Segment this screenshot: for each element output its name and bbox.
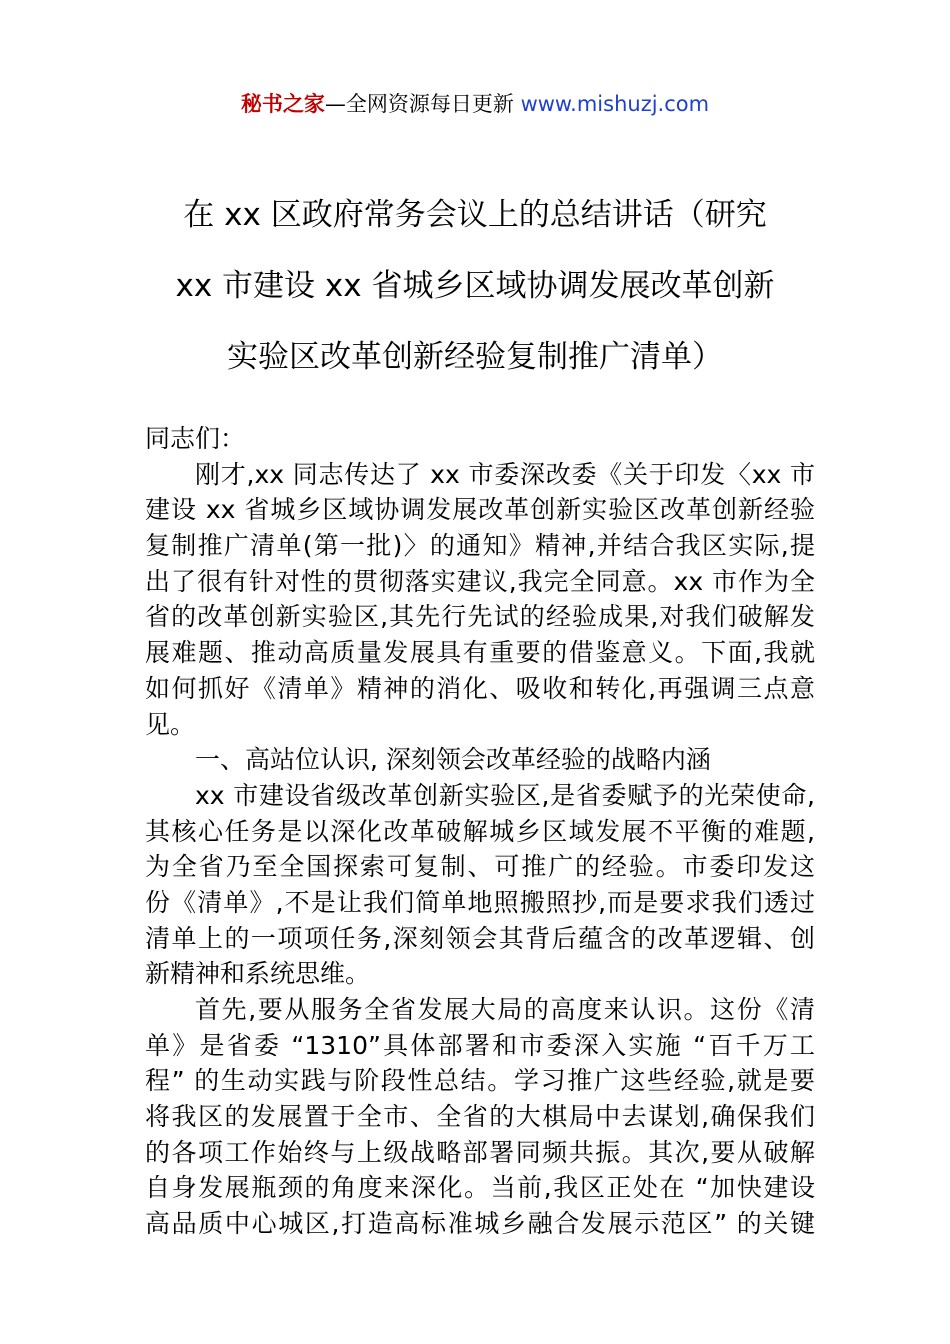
body-line: 省的改革创新实验区,其先行先试的经验成果,对我们破解发 (145, 602, 815, 632)
body-line: 见。 (145, 709, 196, 739)
body-line: 清单上的一项项任务,深刻领会其背后蕴含的改革逻辑、创 (145, 923, 815, 953)
title-line: xx 市建设 xx 省城乡区域协调发展改革创新 (175, 268, 775, 304)
body-line: 新精神和系统思维。 (145, 959, 371, 989)
body-line: 建设 xx 省城乡区域协调发展改革创新实验区改革创新经验 (145, 495, 815, 525)
salutation: 同志们： (145, 424, 246, 453)
body-line: 自身发展瓶颈的角度来深化。当前,我区正处在 “加快建设 (145, 1173, 815, 1203)
body-line: 单》是省委 “1310”具体部署和市委深入实施 “百千万工 (145, 1030, 815, 1060)
section-heading: 一、高站位认识, 深刻领会改革经验的战略内涵 (195, 745, 711, 775)
site-header (0, 88, 950, 120)
body-line: 的各项工作始终与上级战略部署同频共振。其次,要从破解 (145, 1137, 815, 1167)
body-line: 如何抓好《清单》精神的消化、吸收和转化,再强调三点意 (145, 673, 815, 703)
body-line: 程” 的生动实践与阶段性总结。学习推广这些经验,就是要 (145, 1066, 815, 1096)
body-line: 复制推广清单(第一批)〉的通知》精神,并结合我区实际,提 (145, 531, 815, 561)
body-line: 刚才,xx 同志传达了 xx 市委深改委《关于印发〈xx 市 (195, 459, 815, 489)
title-line: 在 xx 区政府常务会议上的总结讲话（研究 (183, 197, 767, 233)
title-line: 实验区改革创新经验复制推广清单） (227, 339, 723, 375)
site-brand: 秘书之家 (240, 92, 325, 116)
body-line: 将我区的发展置于全市、全省的大棋局中去谋划,确保我们 (145, 1102, 815, 1132)
site-url-link[interactable]: www.mishuzj.com (520, 92, 710, 116)
document-title (60, 180, 890, 393)
body-line: 首先,要从服务全省发展大局的高度来认识。这份《清 (195, 995, 815, 1024)
body-line: 出了很有针对性的贯彻落实建议,我完全同意。xx 市作为全 (145, 566, 815, 596)
body-line: 为全省乃至全国探索可复制、可推广的经验。市委印发这 (145, 852, 815, 882)
body-line: 高品质中心城区,打造高标准城乡融合发展示范区” 的关键 (145, 1209, 815, 1239)
document-body (145, 421, 815, 1242)
body-line: 其核心任务是以深化改革破解城乡区域发展不平衡的难题, (145, 816, 815, 846)
body-line: 份《清单》,不是让我们简单地照搬照抄,而是要求我们透过 (145, 887, 815, 917)
body-line: 展难题、推动高质量发展具有重要的借鉴意义。下面,我就 (145, 638, 815, 668)
site-tagline: —全网资源每日更新 (324, 92, 521, 116)
body-line: xx 市建设省级改革创新实验区,是省委赋予的光荣使命, (195, 780, 815, 810)
